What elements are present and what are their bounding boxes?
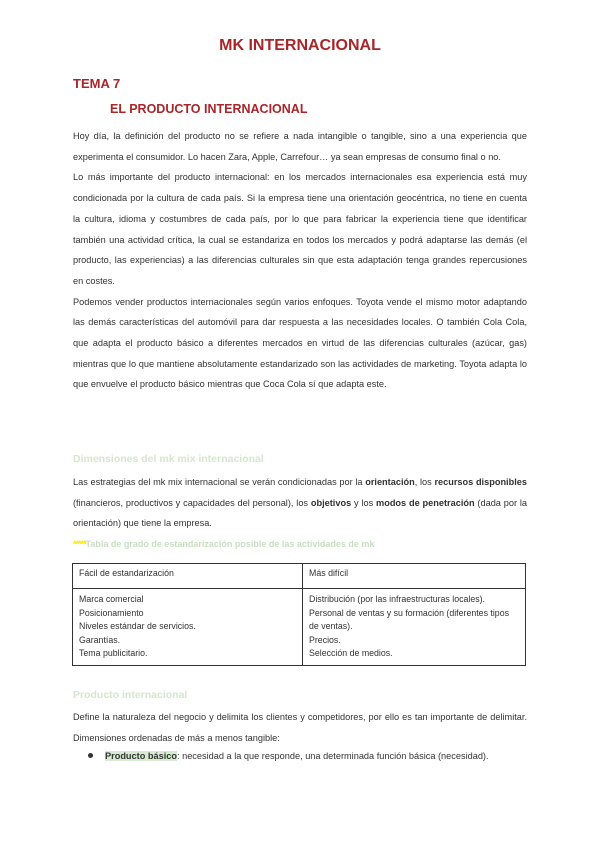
keyword-modos: modos de penetración	[376, 497, 475, 508]
list-item: Selección de medios.	[309, 648, 393, 659]
table-header-hard: Más difícil	[303, 564, 526, 589]
keyword-orientacion: orientación	[365, 477, 415, 487]
intro-text	[73, 126, 527, 395]
table-cell-hard	[303, 589, 526, 666]
table-row	[73, 589, 526, 666]
keyword-objetivos: objetivos	[310, 497, 352, 508]
table-header-easy: Fácil de estandarización	[73, 564, 303, 589]
table-caption-text: Tabla de grado de estandarización posible de las actividades de mk	[85, 539, 375, 549]
keyword-recursos: recursos disponibles	[434, 477, 527, 487]
section-heading-dimensiones: Dimensiones del mk mix internacional	[73, 453, 264, 465]
list-item: Posicionamiento	[79, 607, 144, 618]
list-item: Distribución (por las infraestructuras locales).	[309, 594, 486, 604]
dimensiones-paragraph: Las estrategias del mk mix internacional se verán condicionadas por la orientación, los recursos disponibles (financieros, productivos y capacidades del personal), los objetivos y los modos de penetración (dada por la orientación) que tiene la empresa.	[73, 477, 527, 529]
table-caption	[73, 539, 374, 549]
table-header-row	[73, 564, 526, 589]
document-title: MK INTERNACIONAL	[219, 37, 381, 54]
chapter-label: TEMA 7	[73, 76, 121, 91]
list-item: Marca comercial	[79, 594, 144, 604]
producto-paragraph: Define la naturaleza del negocio y delimita los clientes y competidores, por ello es tan importante de delimitar. Dimensiones ordenadas de más a menos tangible:	[73, 712, 527, 743]
bullet-icon	[88, 753, 93, 758]
table-cell-easy	[73, 589, 303, 666]
bullet-item-producto-basico	[88, 751, 489, 761]
paragraph-3: Podemos vender productos internacionales según varios enfoques. Toyota vende el mismo motor adaptando las demás características del automóvil para dar respuesta a las necesidades locales. O también Cola Cola, que adapta el producto básico a diferentes mercados en virtud de las diferencias culturales (azúcar, gas) mientras que lo que mantiene absolutamente estandarizado son las actividades de marketing. Toyota adapta lo que envuelve el producto básico mientras que Coca Cola sí que adapta este.	[73, 296, 527, 390]
section-heading-producto: Producto internacional	[73, 689, 188, 701]
list-item: Garantías.	[79, 634, 121, 645]
paragraph-2: Lo más importante del producto internacional: en los mercados internacionales esa experiencia está muy condicionada por la cultura de cada país. Si la empresa tiene una orientación geocéntrica, no tiene en cuenta la cultura, idioma y costumbres de cada país, por lo que para fabricar la experiencia tiene que identificar también una actividad crítica, la cual se estandariza en todos los mercados y podrá adaptarse las demás (el producto, las experiencias) a las diferencias culturales sin que esta adaptación tenga grandes repercusiones en costes.	[73, 172, 527, 286]
paragraph-1: Hoy día, la definición del producto no se refiere a nada intangible o tangible, sino a una experiencia que experimenta el consumidor. Lo hacen Zara, Apple, Carrefour… ya sean empresas de consumo final o no.	[73, 131, 527, 162]
standardization-table	[72, 563, 526, 666]
bullet-text: : necesidad a la que responde, una determinada función básica (necesidad).	[176, 751, 489, 761]
list-item: Niveles estándar de servicios.	[79, 621, 196, 632]
list-item: Personal de ventas y su formación (diferentes tipos de ventas).	[309, 607, 509, 632]
list-item: Precios.	[309, 634, 341, 645]
highlighted-term: Producto básico	[105, 751, 177, 761]
stars-mark: *****	[73, 539, 86, 549]
chapter-title: EL PRODUCTO INTERNACIONAL	[110, 102, 308, 116]
list-item: Tema publicitario.	[79, 648, 148, 659]
